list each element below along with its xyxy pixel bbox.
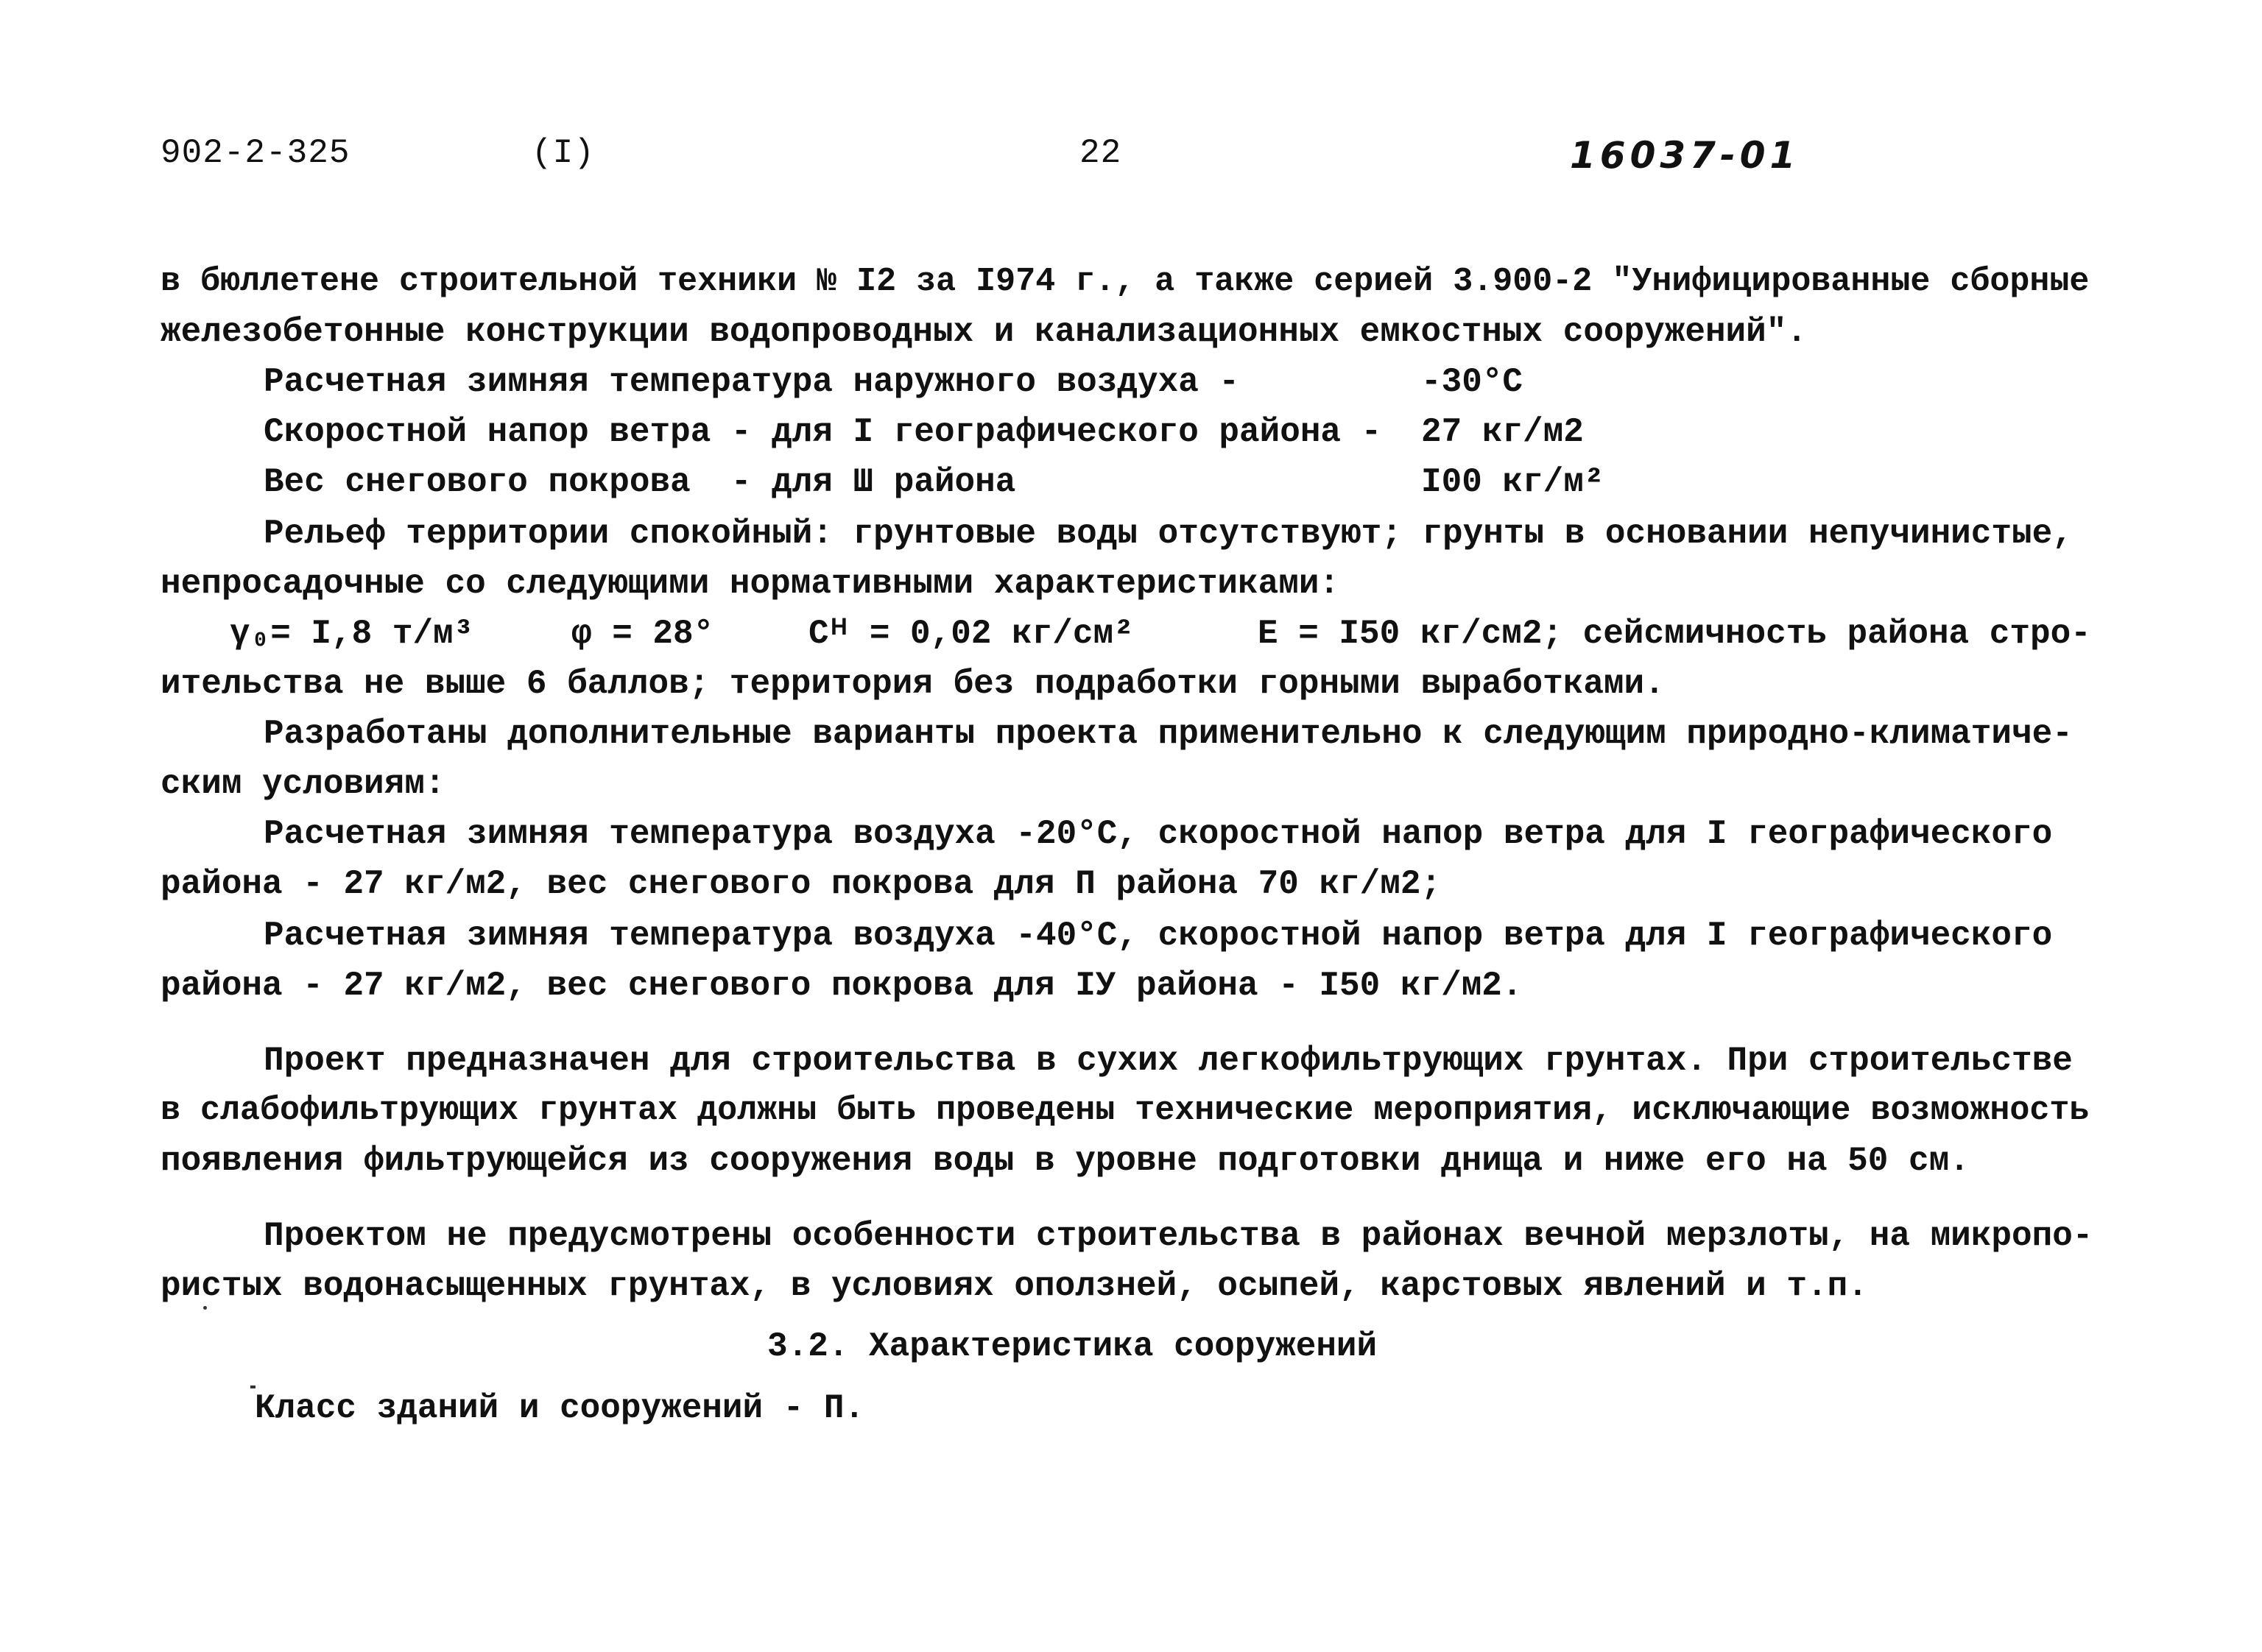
paragraph-line-13: района - 27 кг/м2, вес снегового покрова для П района 70 кг/м2; (161, 865, 1442, 903)
paragraph-line-21: Класс зданий и сооружений - П. (255, 1389, 865, 1427)
snow-load-value: I00 кг/м² (1421, 463, 1604, 501)
paragraph-line-6: Рельеф территории спокойный: грунтовые воды отсутствуют; грунты в основании непучинистые, (264, 515, 2073, 553)
paragraph-line-15: района - 27 кг/м2, вес снегового покрова для IУ района - I50 кг/м2. (161, 967, 1523, 1005)
paragraph-line-20: ристых водонасыщенных грунтах, в условиях оползней, осыпей, карстовых явлений и т.п. (161, 1267, 1868, 1305)
wind-pressure-label: Скоростной напор ветра - для I географического района - (264, 413, 1382, 451)
wind-pressure-value: 27 кг/м2 (1421, 413, 1584, 451)
paragraph-line-1: в бюллетене строительной техники № I2 за I974 г., а также серией 3.900-2 "Унифицированные сборные (161, 263, 2090, 300)
soil-cohesion: Cᴴ = 0,02 кг/см² (808, 615, 1134, 653)
paragraph-line-12: Расчетная зимняя температура воздуха -20°C, скоростной напор ветра для I географического (264, 815, 2053, 853)
paragraph-line-10: Разработаны дополнительные варианты проекта применительно к следующим природно-климатиче- (264, 715, 2073, 753)
scan-mark (250, 1386, 256, 1388)
paragraph-line-17: в слабофильтрующих грунтах должны быть проведены технические мероприятия, исключающие возможность (161, 1092, 2090, 1129)
winter-temp-value: -30°C (1421, 363, 1523, 401)
paragraph-line-18: появления фильтрующейся из сооружения воды в уровне подготовки днища и ниже его на 50 см. (161, 1142, 1970, 1180)
document-part: (I) (532, 134, 595, 172)
paragraph-line-19: Проектом не предусмотрены особенности строительства в районах вечной мерзлоты, на микропо- (264, 1217, 2093, 1255)
paragraph-line-7: непросадочные со следующими нормативными характеристиками: (161, 565, 1340, 603)
section-title: 3.2. Характеристика сооружений (767, 1327, 1378, 1366)
paragraph-line-16: Проект предназначен для строительства в сухих легкофильтрующих грунтах. При строительстве (264, 1042, 2073, 1080)
page-number: 22 (1079, 134, 1122, 172)
scan-speck (203, 1306, 207, 1310)
document-code: 902-2-325 (161, 134, 350, 172)
soil-unit-weight: γ₀= I,8 т/м³ (230, 615, 474, 653)
paragraph-line-2: железобетонные конструкции водопроводных и канализационных емкостных сооружений". (161, 313, 1807, 351)
paragraph-line-14: Расчетная зимняя температура воздуха -40°C, скоростной напор ветра для I географического (264, 917, 2053, 955)
paragraph-line-9: ительства не выше 6 баллов; территория без подработки горными выработками. (161, 665, 1665, 703)
paragraph-line-8: E = I50 кг/см2; сейсмичность района стро- (1258, 615, 2091, 653)
paragraph-line-11: ским условиям: (161, 765, 445, 803)
winter-temp-label: Расчетная зимняя температура наружного воздуха - (264, 363, 1240, 401)
snow-load-label: Вес снегового покрова - для Ш района (264, 463, 1016, 501)
soil-friction-angle: φ = 28° (571, 615, 714, 653)
inventory-number: 16037-01 (1570, 134, 1800, 177)
